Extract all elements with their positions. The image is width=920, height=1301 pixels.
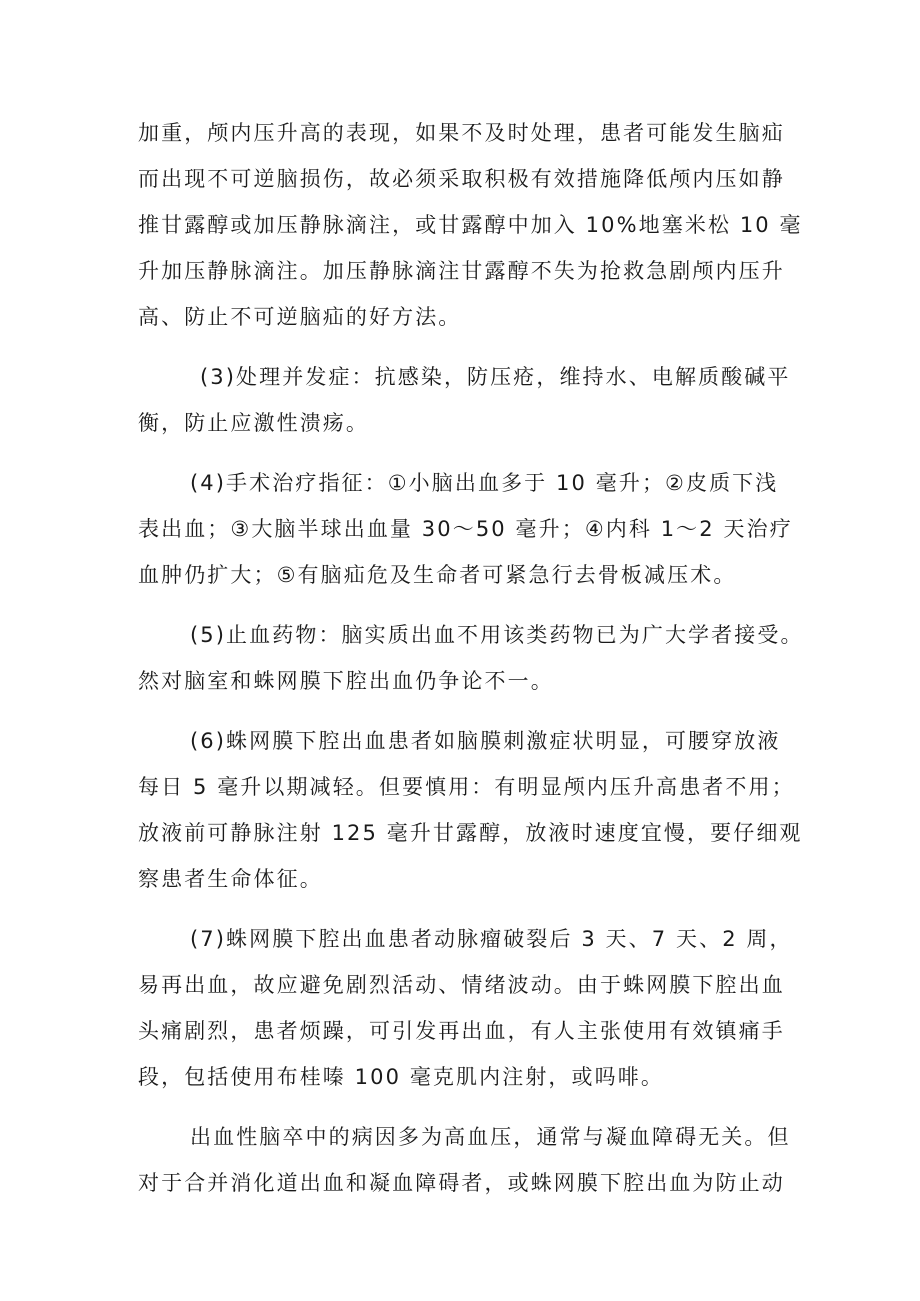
text-line: 升加压静脉滴注。加压静脉滴注甘露醇不失为抢救急剧颅内压升 — [138, 259, 785, 283]
text-line: (6)蛛网膜下腔出血患者如脑膜刺激症状明显，可腰穿放液 — [190, 729, 781, 753]
text-line: 衡，防止应激性溃疡。 — [138, 411, 369, 435]
text-line: 对于合并消化道出血和凝血障碍者，或蛛网膜下腔出血为防止动 — [138, 1171, 785, 1195]
text-line: 每日 5 毫升以期减轻。但要慎用：有明显颅内压升高患者不用； — [138, 775, 795, 799]
text-line: 头痛剧烈，患者烦躁，可引发再出血，有人主张使用有效镇痛手 — [138, 1019, 785, 1043]
text-line: 察患者生命体征。 — [138, 867, 323, 891]
text-line: 出血性脑卒中的病因多为高血压，通常与凝血障碍无关。但 — [190, 1125, 791, 1149]
text-line: 放液前可静脉注射 125 毫升甘露醇，放液时速度宜慢，要仔细观 — [138, 821, 803, 845]
text-line: (5)止血药物：脑实质出血不用该类药物已为广大学者接受。 — [190, 623, 804, 647]
text-line: 推甘露醇或加压静脉滴注，或甘露醇中加入 10%地塞米松 10 毫 — [138, 213, 803, 237]
text-line: 然对脑室和蛛网膜下腔出血仍争论不一。 — [138, 669, 554, 693]
text-line: 高、防止不可逆脑疝的好方法。 — [138, 305, 462, 329]
text-line: (7)蛛网膜下腔出血患者动脉瘤破裂后 3 天、7 天、2 周， — [190, 927, 793, 951]
text-line: (3)处理并发症：抗感染，防压疮，维持水、电解质酸碱平 — [200, 365, 791, 389]
text-line: 易再出血，故应避免剧烈活动、情绪波动。由于蛛网膜下腔出血 — [138, 973, 785, 997]
text-line: (4)手术治疗指征：①小脑出血多于 10 毫升；②皮质下浅 — [190, 471, 779, 495]
text-line: 段，包括使用布桂嗪 100 毫克肌内注射，或吗啡。 — [138, 1065, 664, 1089]
body-text — [138, 110, 804, 1206]
text-line: 血肿仍扩大；⑤有脑疝危及生命者可紧急行去骨板减压术。 — [138, 563, 737, 587]
text-line: 表出血；③大脑半球出血量 30～50 毫升；④内科 1～2 天治疗 — [138, 517, 793, 541]
text-line: 而出现不可逆脑损伤，故必须采取积极有效措施降低颅内压如静 — [138, 167, 785, 191]
text-line: 加重，颅内压升高的表现，如果不及时处理，患者可能发生脑疝 — [138, 121, 785, 145]
